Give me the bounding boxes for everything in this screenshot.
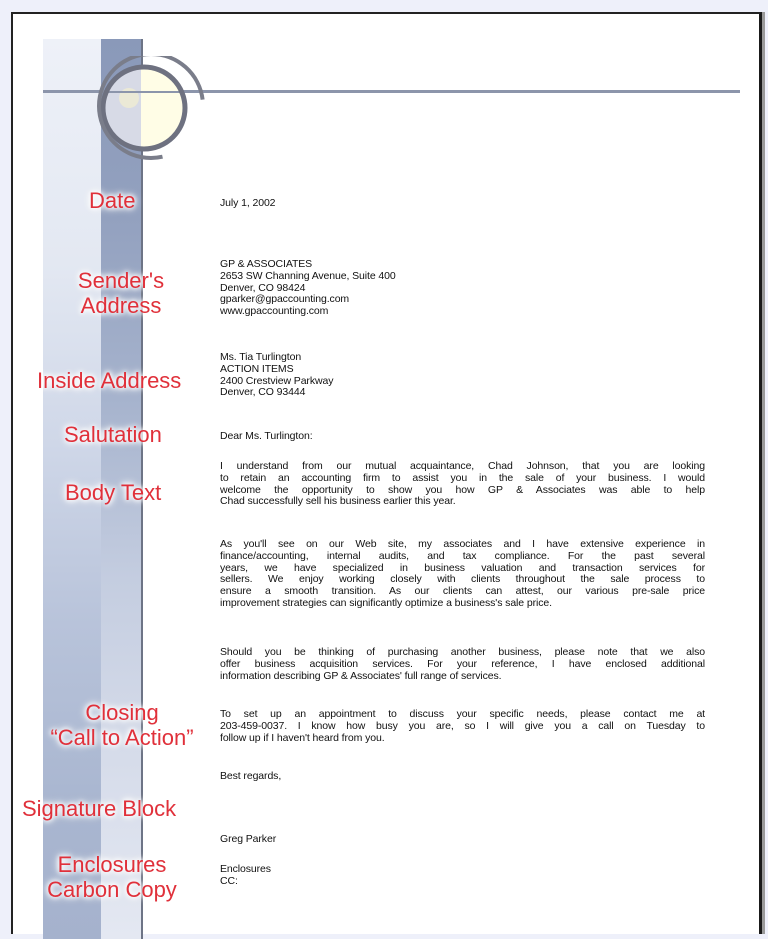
body-paragraph-1 <box>220 461 705 508</box>
body-line: to retain an accounting firm to assist you in the sale of your business. I would <box>220 471 705 484</box>
body-line: information describing GP & Associates' full range of services. <box>220 669 502 682</box>
body-line: improvement strategies can significantly optimize a business's sale price. <box>220 596 552 609</box>
label-senders-address <box>71 268 171 318</box>
sender-company: GP & ASSOCIATES <box>220 258 313 270</box>
recipient-name: Ms. Tia Turlington <box>220 351 302 363</box>
signature-name: Greg Parker <box>220 833 277 845</box>
label-enclosures-line: Enclosures <box>57 852 167 877</box>
label-signature-block: Signature Block <box>22 796 177 821</box>
signature-block <box>220 834 276 846</box>
body-line: ensure a smooth transition. As our clients can attest, our various pre-sale price <box>220 585 705 598</box>
recipient-city: Denver, CO 93444 <box>220 386 306 399</box>
label-date: Date <box>89 188 136 213</box>
label-senders-address-line2: Address <box>80 293 162 318</box>
cc-text: CC: <box>220 874 238 887</box>
label-closing-line1: Closing <box>85 700 159 725</box>
body-line: As you'll see on our Web site, my associates and I have extensive experience in <box>220 538 705 550</box>
body-paragraph-3 <box>220 647 705 682</box>
body-line: follow up if I haven't heard from you. <box>220 731 385 744</box>
enclosures-cc <box>220 864 271 888</box>
sender-city: Denver, CO 98424 <box>220 281 306 294</box>
label-inside-address: Inside Address <box>37 368 182 393</box>
recipient-company: ACTION ITEMS <box>220 362 294 375</box>
body-line: years, we have specialized in business valuation and transaction services for <box>220 561 705 574</box>
body-paragraph-2 <box>220 539 705 610</box>
sender-address <box>220 259 396 318</box>
body-line: sellers. We enjoy working closely with clients throughout the sale process to <box>220 573 705 586</box>
body-line: Should you be thinking of purchasing another business, please note that we also <box>220 646 705 658</box>
inside-address <box>220 352 333 399</box>
sender-street: 2653 SW Channing Avenue, Suite 400 <box>220 269 396 282</box>
date-text: July 1, 2002 <box>220 197 276 209</box>
body-line: To set up an appointment to discuss your specific needs, please contact me at <box>220 708 705 720</box>
letter-date <box>220 198 275 210</box>
sender-email: gparker@gpaccounting.com <box>220 293 350 306</box>
enclosures-text: Enclosures <box>220 863 271 875</box>
closing-call-to-action <box>220 709 705 744</box>
circle-logo-icon <box>83 56 213 186</box>
body-line: Chad successfully sell his business earlier this year. <box>220 495 456 508</box>
body-line: welcome the opportunity to show you how GP & Associates was able to help <box>220 483 705 496</box>
sender-web: www.gpaccounting.com <box>220 305 329 318</box>
letter-page <box>11 12 762 934</box>
body-line: 203-459-0037. I know how busy you are, so I will give you a call on Tuesday to <box>220 719 705 732</box>
label-senders-address-line1: Sender's <box>77 268 165 293</box>
label-closing <box>37 700 207 750</box>
body-line: finance/accounting, internal audits, and tax compliance. For the past several <box>220 549 705 562</box>
closing-text: Best regards, <box>220 770 282 782</box>
salutation <box>220 431 313 443</box>
label-salutation: Salutation <box>64 422 162 447</box>
recipient-street: 2400 Crestview Parkway <box>220 374 334 387</box>
body-line: offer business acquisition services. For your reference, I have enclosed additional <box>220 657 705 670</box>
label-carbon-copy-line: Carbon Copy <box>47 877 177 902</box>
salutation-text: Dear Ms. Turlington: <box>220 430 313 442</box>
label-enclosures-cc <box>37 852 187 902</box>
label-closing-line2: “Call to Action” <box>50 725 194 750</box>
body-line: I understand from our mutual acquaintance, Chad Johnson, that you are looking <box>220 460 705 472</box>
label-body-text: Body Text <box>65 480 162 505</box>
closing <box>220 771 281 783</box>
